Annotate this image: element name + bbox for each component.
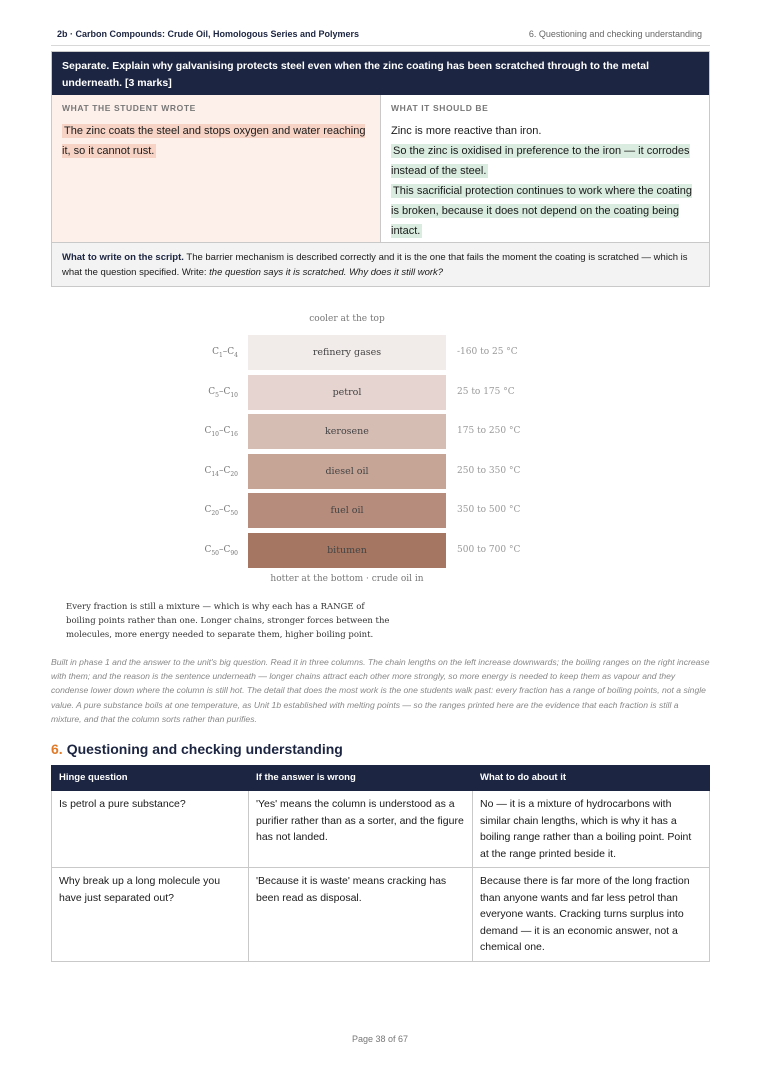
fraction-band: bitumen [248, 533, 446, 568]
section-heading [51, 741, 343, 757]
model-point-3-highlight: This sacrificial protection continues to work where the coating is broken, because it does not depend on the coating being intact. [391, 185, 692, 237]
boiling-range-label: 175 to 250 °C [457, 426, 521, 436]
model-point-1: Zinc is more reactive than iron. [391, 125, 542, 137]
model-point-3 [391, 181, 699, 241]
fraction-row [0, 375, 760, 410]
worked-example-box [51, 51, 710, 287]
boiling-range-label: -160 to 25 °C [457, 347, 518, 357]
exam-question: Separate. Explain why galvanising protects steel even when the zinc coating has been scratched through to the metal underneath. [3 marks] [52, 52, 709, 95]
column-bottom-label: hotter at the bottom · crude oil in [270, 574, 424, 584]
table-cell: Why break up a long molecule you have just separated out? [52, 868, 249, 962]
student-answer-highlight: The zinc coats the steel and stops oxygen and water reaching it, so it cannot rust. [62, 125, 366, 157]
fraction-band: diesel oil [248, 454, 446, 489]
section-heading-text: Questioning and checking understanding [66, 741, 343, 757]
figure-caption: Every fraction is still a mixture — which is why each has a RANGE of boiling points rather than one. Longer chains, stronger forces between the molecules, more energy needed to separate them, higher boiling point. [66, 602, 390, 640]
model-point-2-highlight: So the zinc is oxidised in preference to the iron — it corrodes instead of the steel. [391, 145, 690, 177]
header-if-wrong: If the answer is wrong [249, 766, 473, 791]
student-answer [62, 121, 370, 161]
table-row [52, 791, 710, 868]
fractionating-column-figure [0, 308, 760, 598]
boiling-range-label: 500 to 700 °C [457, 544, 521, 555]
note-body: The barrier mechanism is described correctly and it is the one that fails the moment the coating is scratched — which is what the question specified. Write: [62, 252, 688, 278]
column-top-label: cooler at the top [309, 314, 385, 324]
answer-comparison [52, 95, 709, 243]
table-cell: 'Because it is waste' means cracking has been read as disposal. [249, 868, 473, 962]
table-cell: 'Yes' means the column is understood as a purifier rather than as a sorter, and the figure has not landed. [249, 791, 473, 868]
student-heading: WHAT THE STUDENT WROTE [62, 103, 196, 113]
page-number: Page 38 of 67 [351, 1034, 409, 1044]
running-header [51, 28, 710, 46]
fraction-band: refinery gases [248, 335, 446, 370]
table-cell: No — it is a mixture of hydrocarbons with similar chain lengths, which is why it has a boiling range rather than a boiling point. Point at the range printed beside it. [473, 791, 710, 868]
fraction-row [0, 493, 760, 528]
fraction-band: petrol [248, 375, 446, 410]
header-hinge-question: Hinge question [52, 766, 249, 791]
table-row [52, 868, 710, 962]
teacher-commentary: Built in phase 1 and the answer to the unit's big question. Read it in three columns. The chain lengths on the left increase downwards; the boiling ranges on the right increase with them; and the reason is the sentence underneath — longer chains attract each other more strongly, so more energy is needed to keep them as vapour and they condense lower down where the column is still hot. The detail that does the most work is the one students walk past: every fraction has a range of boiling points, not a single value. A pure substance boils at one temperature, as Unit 1b established with melting points — so the ranges printed here are the evidence that each fraction is still a mixture, and that the column sorts rather than purifies. [51, 657, 710, 724]
fraction-row [0, 454, 760, 489]
note-italic: the question says it is scratched. Why does it still work? [209, 267, 444, 278]
fraction-band: kerosene [248, 414, 446, 449]
boiling-range-label: 25 to 175 °C [457, 386, 515, 397]
hinge-question-table [51, 765, 710, 962]
model-heading: WHAT IT SHOULD BE [391, 103, 489, 113]
boiling-range-label: 250 to 350 °C [457, 465, 521, 476]
chain-length-label: $C_{20}-C_{50}$ [204, 505, 238, 517]
chain-length-label: $C_{14}-C_{20}$ [204, 465, 238, 478]
chain-length-label: $C_5-C_{10}$ [208, 386, 238, 399]
marking-note [52, 243, 709, 286]
model-point-2 [391, 141, 699, 181]
chain-length-label: $C_{10}-C_{16}$ [204, 426, 238, 438]
model-answer-column [381, 95, 709, 242]
note-lead: What to write on the script. [62, 252, 184, 263]
fraction-row [0, 533, 760, 568]
boiling-range-label: 350 to 500 °C [457, 505, 521, 515]
header-what-to-do: What to do about it [473, 766, 710, 791]
section-title: 6. Questioning and checking understanding [528, 29, 702, 39]
chain-length-label: $C_{50}-C_{90}$ [204, 544, 238, 557]
table-cell: Because there is far more of the long fraction than anyone wants and far less petrol than everyone wants. Cracking turns surplus into demand — it is an economic answer, not a chemical one. [473, 868, 710, 962]
unit-title: 2b · Carbon Compounds: Crude Oil, Homologous Series and Polymers [57, 29, 360, 39]
section-number: 6. [51, 741, 63, 757]
table-cell: Is petrol a pure substance? [52, 791, 249, 868]
fraction-row [0, 335, 760, 370]
table-header-row [52, 766, 710, 791]
fraction-band: fuel oil [248, 493, 446, 528]
fraction-row [0, 414, 760, 449]
student-answer-column [52, 95, 381, 242]
chain-length-label: $C_1-C_4$ [212, 347, 238, 359]
